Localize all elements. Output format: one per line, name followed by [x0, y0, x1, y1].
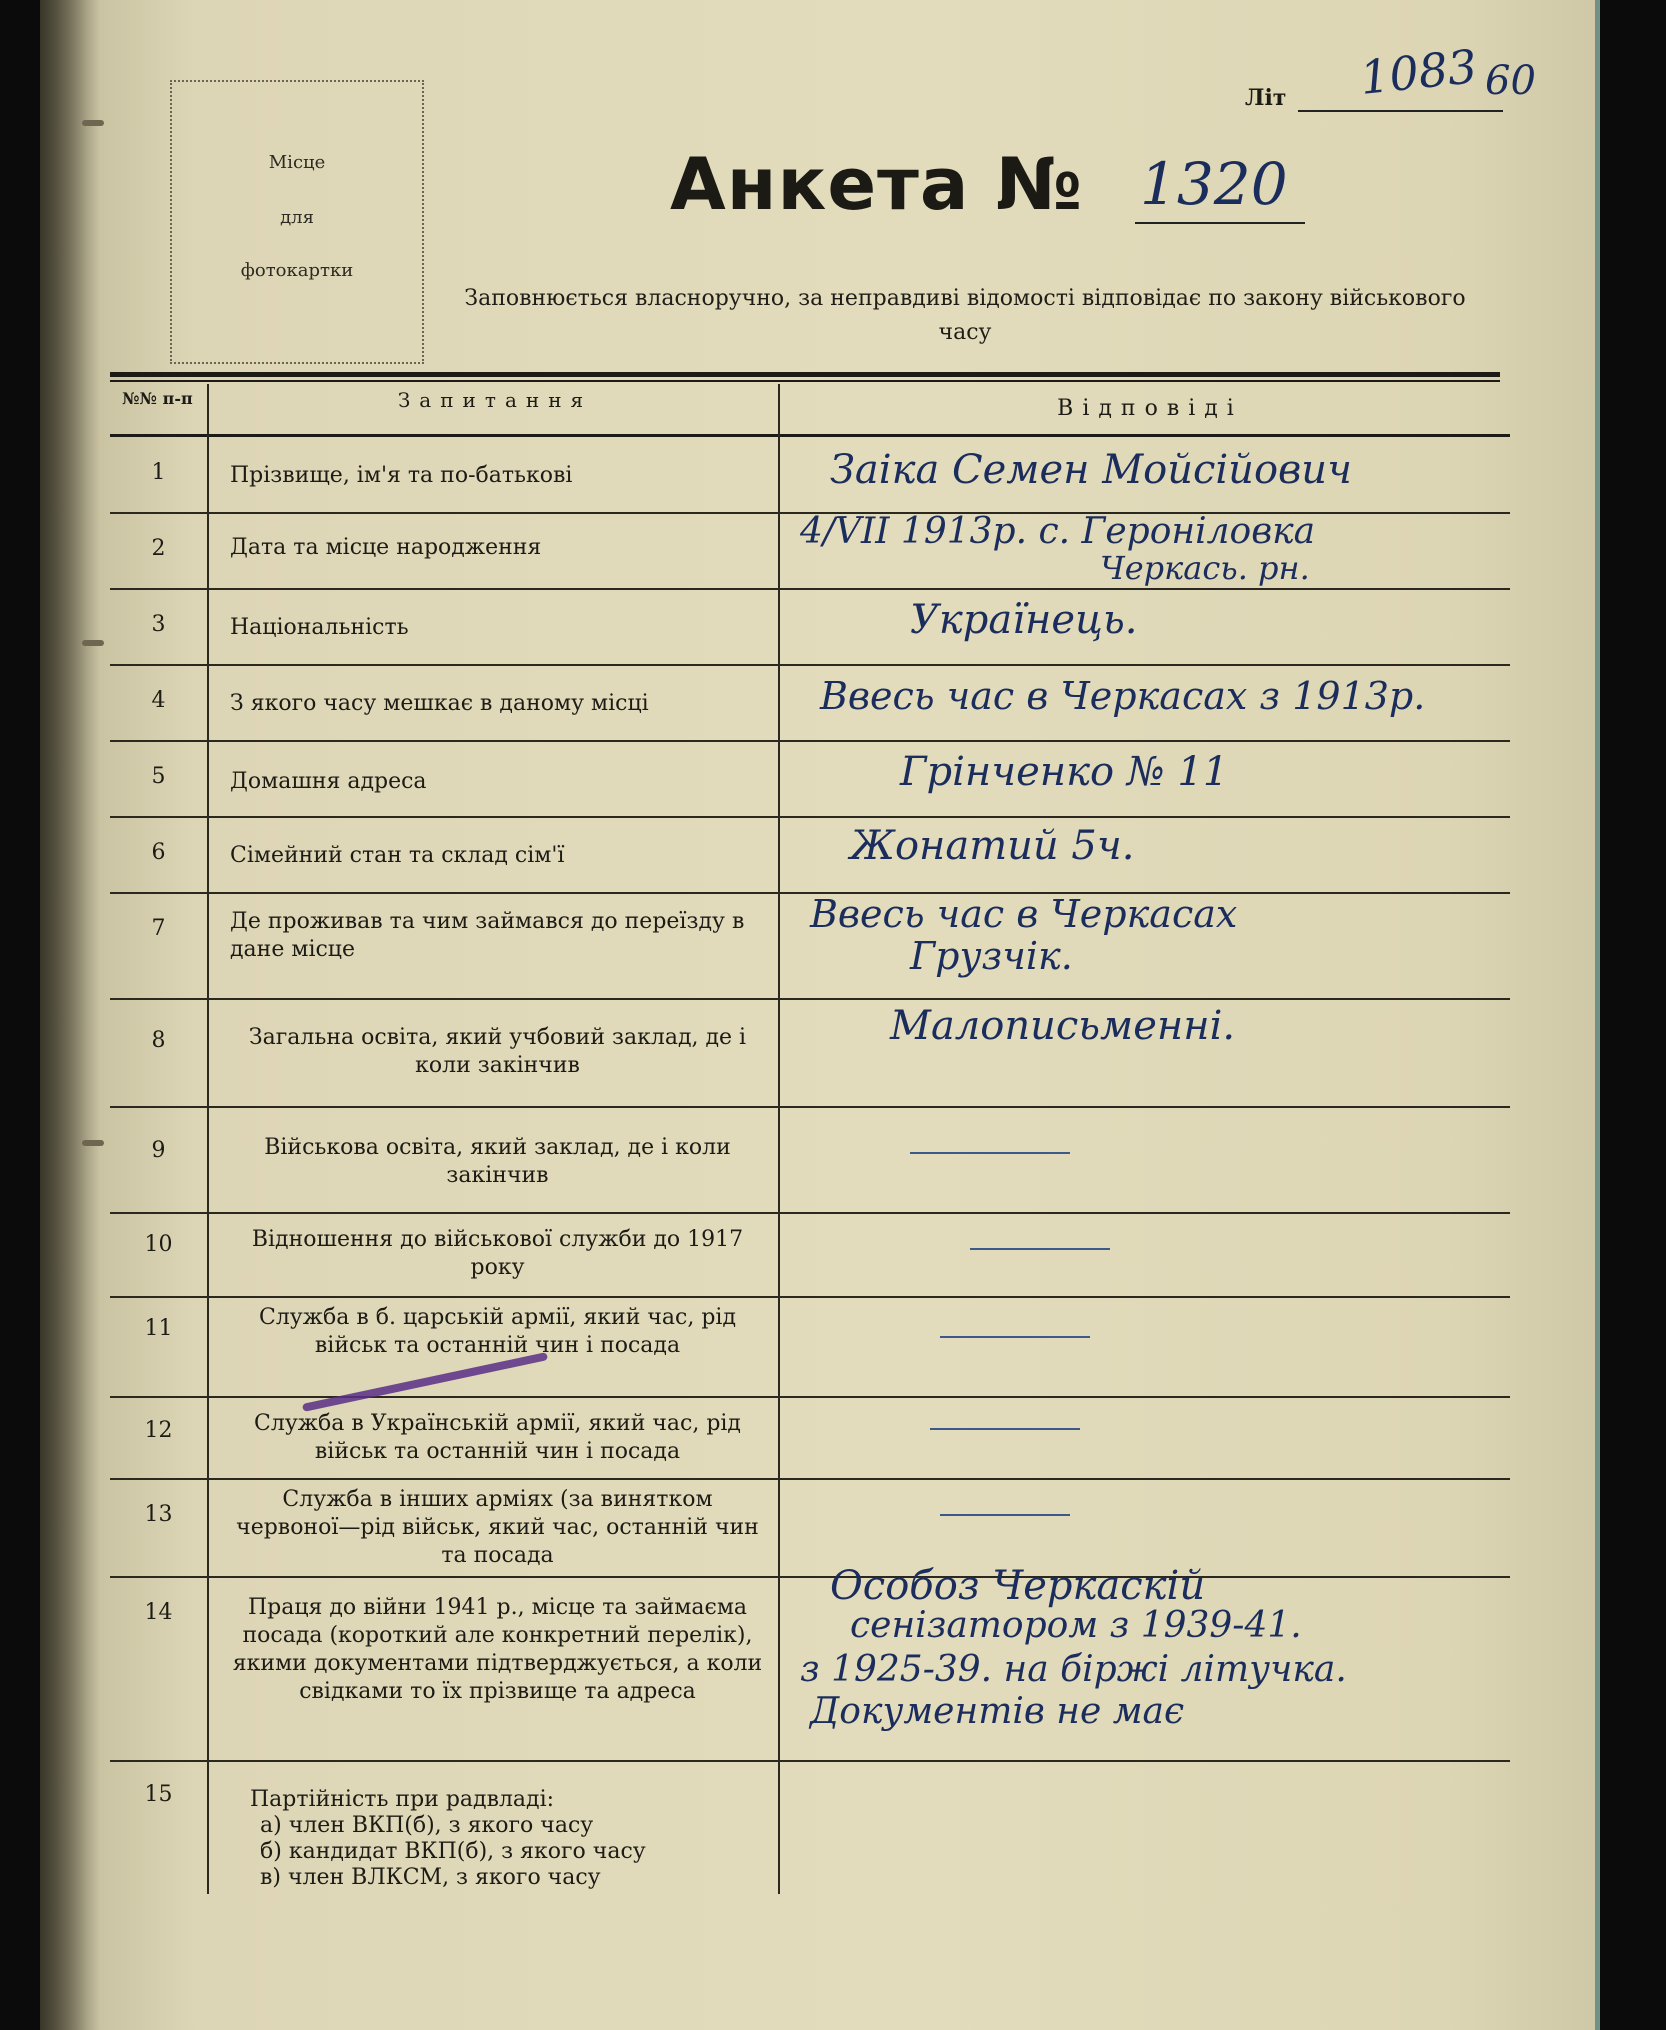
- empty-answer-dash: [930, 1428, 1080, 1430]
- empty-answer-dash: [970, 1248, 1110, 1250]
- header-question: Запитання: [397, 388, 593, 412]
- row-number: 5: [151, 764, 166, 789]
- row-subquestion-b: б) кандидат ВКП(б), з якого часу: [260, 1839, 646, 1864]
- binding-thread: [82, 640, 104, 646]
- row-answer-line2: Грузчік.: [910, 934, 1073, 978]
- table-row: [110, 512, 1510, 590]
- form-instructions: Заповнюється власноручно, за неправдиві відомості відповідає по закону військового часу: [464, 286, 1466, 345]
- row-subquestion-a: а) член ВКП(б), з якого часу: [260, 1813, 594, 1838]
- row-question: Праця до війни 1941 р., місце та займаєма посада (короткий але конкретний перелік), якими документами підтверджується, а коли свідками то їх прізвище та адреса: [232, 1595, 763, 1704]
- row-question: Партійність при радвладі:: [250, 1787, 555, 1812]
- row-number: 7: [151, 916, 166, 941]
- table-row: [110, 740, 1510, 818]
- row-question: Служба в інших арміях (за винятком червоної—рід військ, який час, останній чин та посада: [236, 1487, 759, 1568]
- row-question: Сімейний стан та склад сім'ї: [230, 843, 565, 868]
- row-answer: Грінченко № 11: [900, 749, 1229, 795]
- row-question: Служба в Українській армії, який час, рід військ та останній чин і посада: [254, 1411, 741, 1464]
- row-number: 9: [151, 1138, 166, 1163]
- row-number: 3: [151, 612, 166, 637]
- row-answer-line2: Черкась. рн.: [1100, 549, 1310, 587]
- form-title: Анкета №: [670, 142, 1084, 226]
- header-answer: Відповіді: [1057, 396, 1243, 421]
- row-number: 10: [144, 1232, 173, 1257]
- lit-underline: [1298, 110, 1503, 112]
- row-question: Де проживав та чим займався до переїзду в дане місце: [230, 909, 745, 962]
- table-row: [110, 1396, 1510, 1480]
- row-question: Служба в б. царській армії, який час, рід військ та останній чин і посада: [259, 1305, 736, 1358]
- binding-thread: [82, 120, 104, 126]
- form-number-underline: [1135, 222, 1305, 224]
- table-row: [110, 1106, 1510, 1214]
- photo-label-line3: фотокартки: [240, 260, 354, 281]
- row-answer: Українець.: [910, 597, 1138, 643]
- table-row: [110, 998, 1510, 1108]
- row-answer: Ввесь час в Черкасах з 1913р.: [820, 674, 1426, 718]
- row-number: 4: [151, 688, 166, 713]
- form-number: 1320: [1140, 150, 1288, 218]
- photo-placeholder: [170, 80, 424, 364]
- photo-label-line2: для: [280, 207, 314, 228]
- row-number: 14: [144, 1600, 173, 1625]
- table-row: [110, 892, 1510, 1000]
- table-top-rule-thin: [110, 380, 1500, 382]
- table-row: [110, 436, 1510, 514]
- table-row: [110, 664, 1510, 742]
- row-question: Прізвище, ім'я та по-батькові: [230, 463, 573, 488]
- row-answer: Заіка Семен Мойсійович: [830, 447, 1352, 493]
- header-number: №№ п-п: [122, 389, 193, 408]
- row-number: 12: [144, 1418, 173, 1443]
- empty-answer-dash: [940, 1336, 1090, 1338]
- row-answer: Ввесь час в Черкасах: [810, 892, 1238, 936]
- row-number: 11: [144, 1316, 173, 1341]
- table-row: [110, 1760, 1510, 1894]
- row-number: 2: [151, 536, 166, 561]
- row-question: Домашня адреса: [230, 769, 427, 794]
- table-row: [110, 1296, 1510, 1398]
- document-page: [40, 0, 1600, 2030]
- table-row: [110, 1212, 1510, 1298]
- binding-thread: [82, 1140, 104, 1146]
- table-header: [110, 384, 1510, 437]
- row-answer: Малописьменні.: [890, 1003, 1236, 1049]
- row-number: 13: [144, 1502, 173, 1527]
- row-number: 8: [151, 1028, 166, 1053]
- row-answer: 4/VII 1913р. с. Героніловка: [800, 511, 1316, 552]
- row-answer-line2: сенізатором з 1939-41.: [850, 1605, 1302, 1646]
- lit-handwritten-value: 1083: [1357, 39, 1480, 105]
- photo-label-line1: Місце: [268, 152, 326, 173]
- row-question: Національність: [230, 615, 409, 640]
- empty-answer-dash: [910, 1152, 1070, 1154]
- row-question: Дата та місце народження: [230, 535, 542, 560]
- lit-handwritten-extra: 60: [1485, 58, 1536, 104]
- row-answer: Жонатий 5ч.: [850, 823, 1135, 869]
- table-row: [110, 588, 1510, 666]
- row-subquestion-c: в) член ВЛКСМ, з якого часу: [260, 1865, 601, 1890]
- row-question: Відношення до військової служби до 1917 року: [251, 1227, 744, 1280]
- empty-answer-dash: [940, 1514, 1070, 1516]
- table-row: [110, 816, 1510, 894]
- row-question: Загальна освіта, який учбовий заклад, де і коли закінчив: [248, 1025, 747, 1078]
- row-answer: Особоз Черкаскій: [830, 1563, 1206, 1609]
- lit-label: Літ: [1245, 85, 1287, 111]
- row-question: Військова освіта, який заклад, де і коли закінчив: [264, 1135, 731, 1188]
- row-number: 15: [144, 1782, 173, 1807]
- table-top-rule: [110, 372, 1500, 377]
- row-number: 1: [151, 460, 166, 485]
- page-shadow: [40, 0, 100, 2030]
- row-answer-line3: з 1925-39. на біржі літучка.: [800, 1649, 1347, 1690]
- table-row: [110, 1563, 1510, 1762]
- row-answer-line4: Документів не має: [810, 1691, 1185, 1732]
- row-number: 6: [151, 840, 166, 865]
- row-question: З якого часу мешкає в даному місці: [230, 691, 649, 716]
